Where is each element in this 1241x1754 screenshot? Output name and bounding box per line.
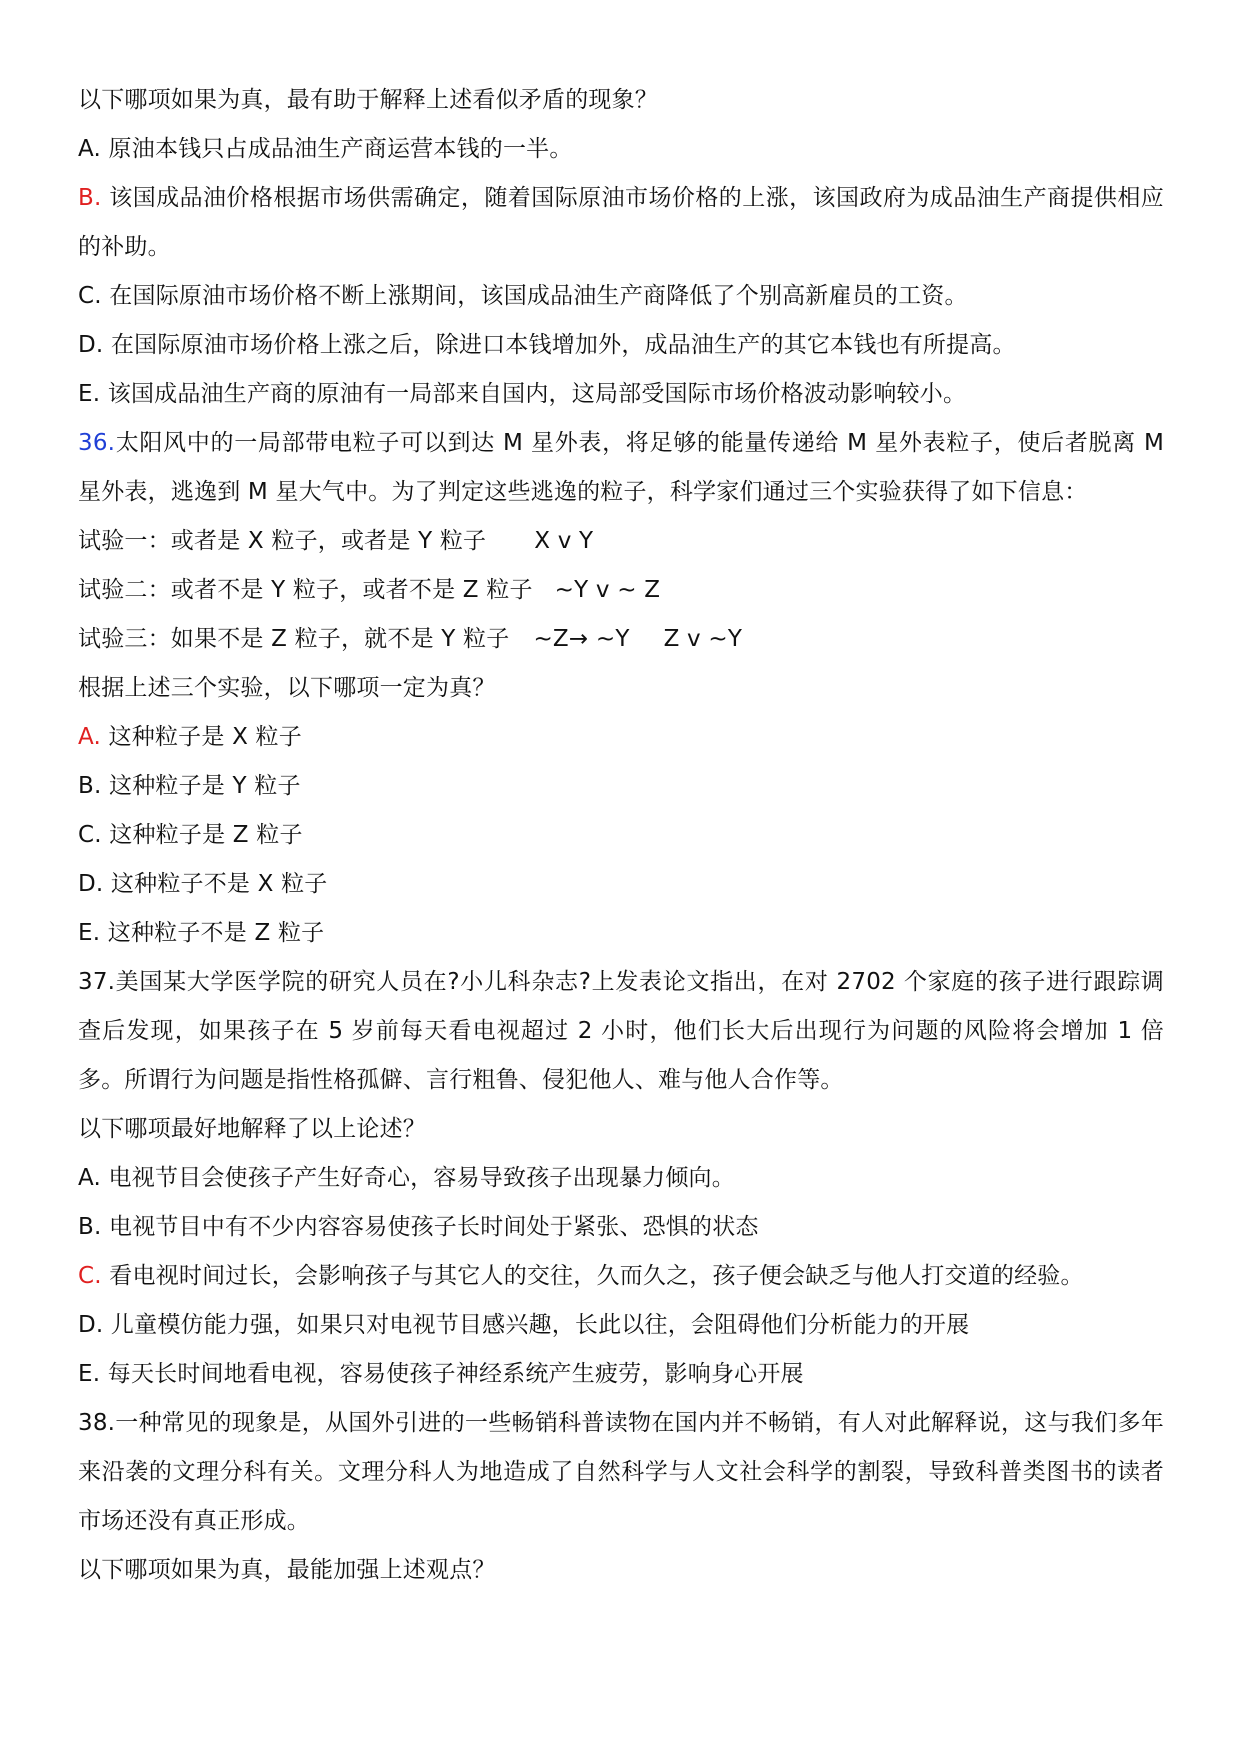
q37-prompt: 以下哪项最好地解释了以上论述？: [78, 1116, 426, 1142]
q38-stem: [78, 1399, 1164, 1546]
option-text: 该国成品油价格根据市场供需确定，随着国际原油市场价格的上涨，该国政府为成品油生产商提供相应的补助。: [78, 185, 1164, 260]
q36-stem: [78, 419, 1164, 517]
test-formula: ~Y v ~ Z: [554, 577, 661, 603]
q36-option-e: [78, 909, 1164, 958]
option-text: 这种粒子是 X 粒子: [101, 724, 302, 750]
option-letter-correct: C.: [78, 1263, 102, 1289]
q36-test-2: [78, 566, 1164, 615]
option-letter: E.: [78, 920, 101, 946]
option-text: 这种粒子是 Y 粒子: [101, 773, 301, 799]
test-text: 试验一：或者是 X 粒子，或者是 Y 粒子: [78, 528, 487, 554]
option-letter-correct: B.: [78, 185, 102, 211]
document-page: [78, 76, 1164, 1595]
option-text: 这种粒子不是 X 粒子: [103, 871, 328, 897]
option-letter-correct: A.: [78, 724, 102, 750]
test-formula: ~Z→ ~Y: [533, 626, 630, 652]
option-text: 在国际原油市场价格不断上涨期间，该国成品油生产商降低了个别高新雇员的工资。: [101, 283, 968, 309]
option-text: 儿童模仿能力强，如果只对电视节目感兴趣，长此以往，会阻碍他们分析能力的开展: [103, 1312, 970, 1338]
option-text: 电视节目会使孩子产生好奇心，容易导致孩子出现暴力倾向。: [101, 1165, 735, 1191]
option-letter: D.: [78, 871, 104, 897]
q37-option-e: [78, 1350, 1164, 1399]
question-number: 38.: [78, 1410, 116, 1436]
option-letter: D.: [78, 332, 104, 358]
test-formula: X v Y: [534, 528, 594, 554]
option-text: 看电视时间过长，会影响孩子与其它人的交往，久而久之，孩子便会缺乏与他人打交道的经验。: [101, 1263, 1084, 1289]
option-letter: C.: [78, 283, 102, 309]
q36-option-d: [78, 860, 1164, 909]
option-letter: A.: [78, 1165, 102, 1191]
option-letter: B.: [78, 1214, 102, 1240]
option-text: 在国际原油市场价格上涨之后，除进口本钱增加外，成品油生产的其它本钱也有所提高。: [103, 332, 1016, 358]
option-letter: C.: [78, 822, 102, 848]
q35-prompt: 以下哪项如果为真，最有助于解释上述看似矛盾的现象？: [78, 87, 658, 113]
q37-option-a: [78, 1154, 1164, 1203]
q35-option-b: [78, 174, 1164, 272]
q37-option-d: [78, 1301, 1164, 1350]
question-stem-text: 美国某大学医学院的研究人员在?小儿科杂志?上发表论文指出，在对 2702 个家庭的孩子进行跟踪调查后发现，如果孩子在 5 岁前每天看电视超过 2 小时，他们长大后出现行为问题的风险将会增加 1 倍多。所谓行为问题是指性格孤僻、言行粗鲁、侵犯他人、难与他人合作等。: [78, 969, 1164, 1093]
question-stem-text: 太阳风中的一局部带电粒子可以到达 M 星外表，将足够的能量传递给 M 星外表粒子，使后者脱离 M 星外表，逃逸到 M 星大气中。为了判定这些逃逸的粒子，科学家们通过三个实验获得了如下信息：: [78, 430, 1164, 505]
option-text: 电视节目中有不少内容容易使孩子长时间处于紧张、恐惧的状态: [101, 1214, 759, 1240]
option-letter: E.: [78, 1361, 101, 1387]
q35-option-a: [78, 125, 1164, 174]
q35-option-c: [78, 272, 1164, 321]
q36-option-b: [78, 762, 1164, 811]
option-text: 原油本钱只占成品油生产商运营本钱的一半。: [101, 136, 573, 162]
q35-option-e: [78, 370, 1164, 419]
q36-prompt: 根据上述三个实验，以下哪项一定为真？: [78, 675, 496, 701]
q37-stem: [78, 958, 1164, 1105]
option-letter: D.: [78, 1312, 104, 1338]
option-letter: A.: [78, 136, 102, 162]
question-stem-text: 一种常见的现象是，从国外引进的一些畅销科普读物在国内并不畅销，有人对此解释说，这与我们多年来沿袭的文理分科有关。文理分科人为地造成了自然科学与人文社会科学的割裂，导致科普类图书的读者市场还没有真正形成。: [78, 1410, 1164, 1534]
option-text: 每天长时间地看电视，容易使孩子神经系统产生疲劳，影响身心开展: [100, 1361, 804, 1387]
option-text: 这种粒子是 Z 粒子: [101, 822, 303, 848]
q35-option-d: [78, 321, 1164, 370]
q37-option-b: [78, 1203, 1164, 1252]
q36-test-1: [78, 517, 1164, 566]
question-number: 37.: [78, 969, 116, 995]
question-number: 36.: [78, 430, 116, 456]
option-text: 这种粒子不是 Z 粒子: [100, 920, 325, 946]
test-formula-extra: Z v ~Y: [663, 626, 743, 652]
q37-option-c: [78, 1252, 1164, 1301]
test-text: 试验三：如果不是 Z 粒子，就不是 Y 粒子: [78, 626, 510, 652]
option-text: 该国成品油生产商的原油有一局部来自国内，这局部受国际市场价格波动影响较小。: [100, 381, 967, 407]
option-letter: E.: [78, 381, 101, 407]
q36-option-c: [78, 811, 1164, 860]
q38-prompt: 以下哪项如果为真，最能加强上述观点？: [78, 1557, 496, 1583]
q36-test-3: [78, 615, 1164, 664]
option-letter: B.: [78, 773, 102, 799]
q36-option-a: [78, 713, 1164, 762]
test-text: 试验二：或者不是 Y 粒子，或者不是 Z 粒子: [78, 577, 533, 603]
